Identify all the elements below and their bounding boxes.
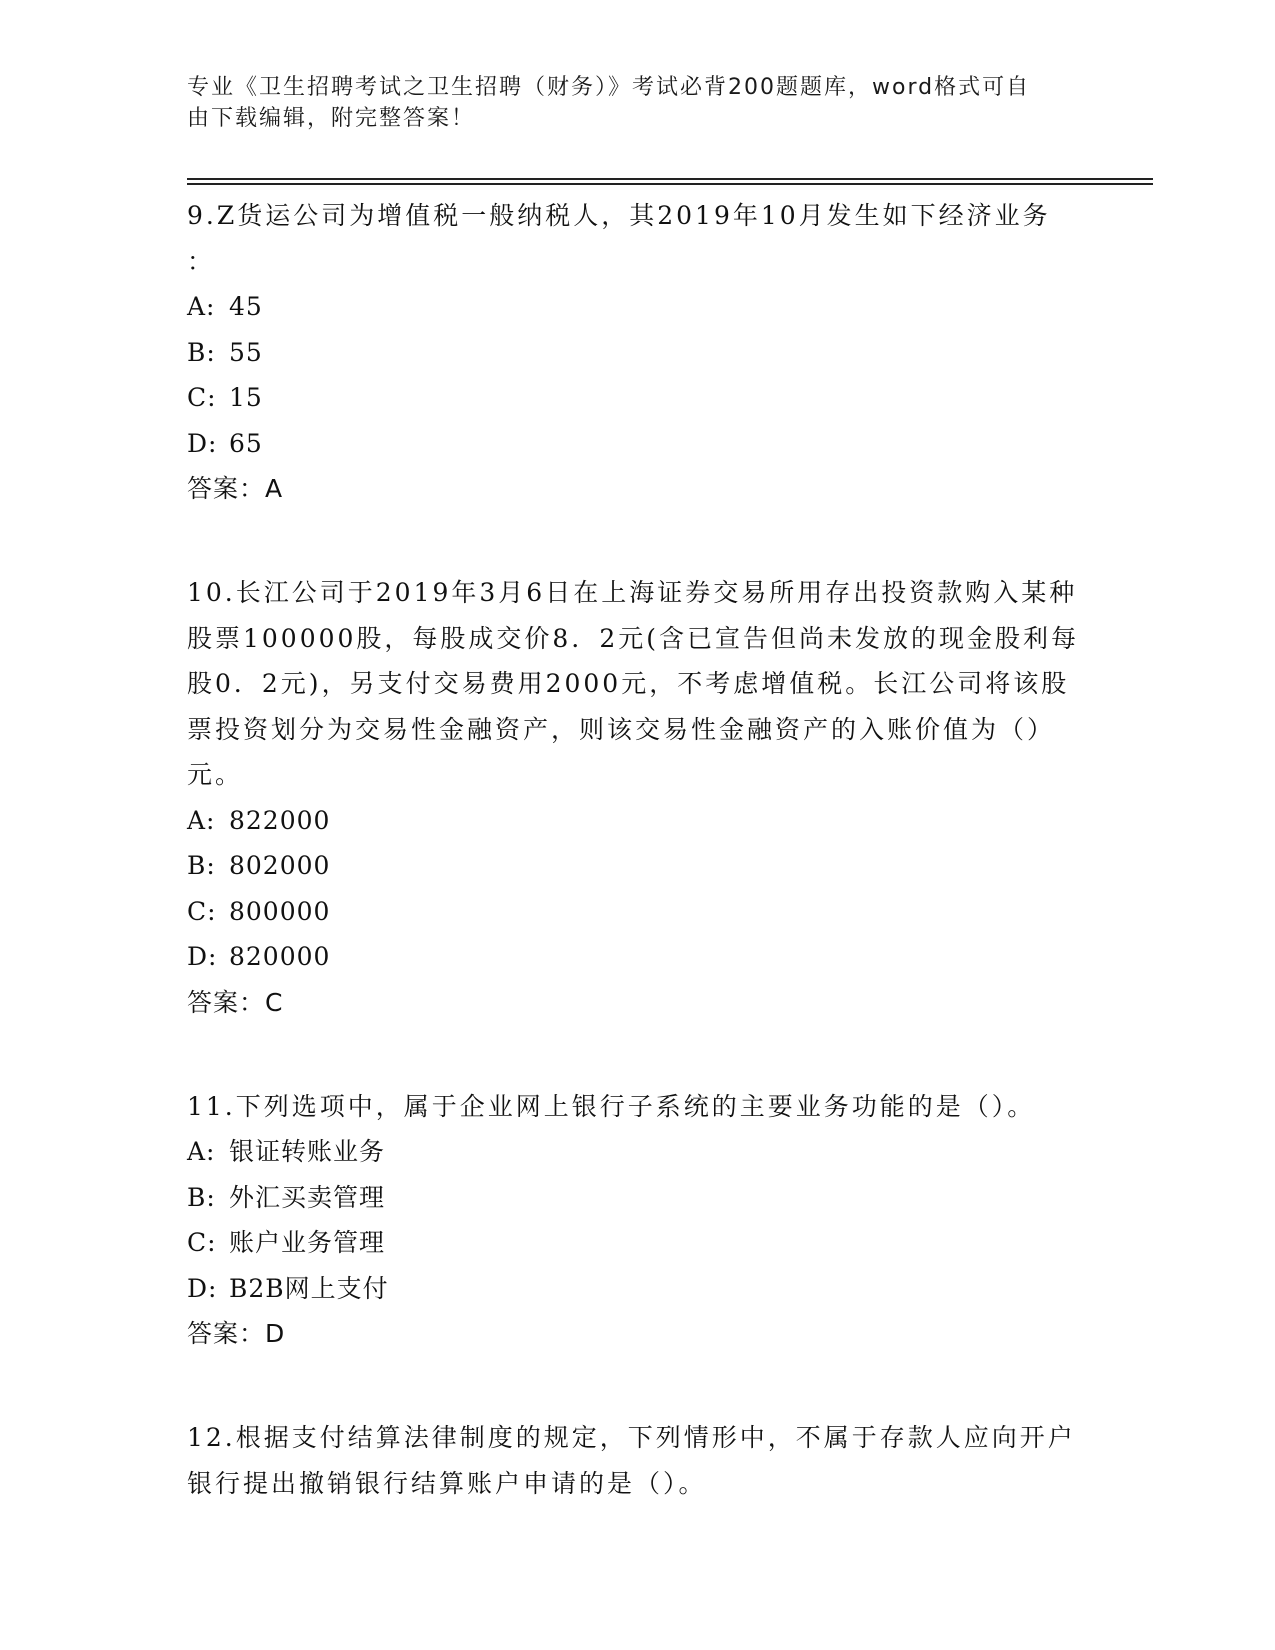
question-stem bbox=[187, 190, 1087, 284]
question-12 bbox=[187, 1412, 1087, 1506]
option-d bbox=[187, 1266, 1087, 1312]
question-10 bbox=[187, 567, 1087, 1025]
option-label: D: bbox=[187, 428, 218, 458]
option-label: A: bbox=[187, 292, 216, 321]
question-stem: 12.根据支付结算法律制度的规定，下列情形中，不属于存款人应向开户银行提出撤销银行结算账户申请的是（）。 bbox=[187, 1423, 1076, 1498]
spacer bbox=[187, 1025, 1087, 1081]
option-c bbox=[187, 889, 1087, 935]
option-text: B2B网上支付 bbox=[229, 1273, 389, 1303]
option-text: 802000 bbox=[229, 851, 331, 880]
option-b bbox=[187, 1175, 1087, 1221]
option-a bbox=[187, 1129, 1087, 1175]
option-label: D: bbox=[187, 1273, 218, 1303]
option-c bbox=[187, 375, 1087, 421]
answer-line: 答案：C bbox=[187, 987, 284, 1017]
option-text: 55 bbox=[229, 337, 263, 367]
option-text: 822000 bbox=[229, 805, 331, 835]
option-d bbox=[187, 934, 1087, 980]
option-text: 820000 bbox=[229, 942, 331, 971]
header-line-1: 专业《卫生招聘考试之卫生招聘（财务）》考试必背200题题库，word格式可自 bbox=[187, 75, 1031, 100]
document-header bbox=[187, 72, 1067, 134]
answer-line: 答案：D bbox=[187, 1319, 286, 1348]
question-stem: 10.长江公司于2019年3月6日在上海证券交易所用存出投资款购入某种股票100000股，每股成交价8．2元(含已宣告但尚未发放的现金股利每股0．2元)，另支付交易费用2000元，不考虑增值税。长江公司将该股票投资划分为交易性金融资产，则该交易性金融资产的入账价值为（）元。 bbox=[187, 578, 1080, 789]
question-11 bbox=[187, 1081, 1087, 1357]
option-d bbox=[187, 421, 1087, 467]
spacer bbox=[187, 511, 1087, 567]
option-b bbox=[187, 330, 1087, 376]
option-text: 65 bbox=[229, 428, 263, 458]
option-text: 45 bbox=[229, 292, 263, 321]
header-rule-bottom bbox=[187, 183, 1153, 185]
answer-line: 答案：A bbox=[187, 474, 284, 503]
option-a bbox=[187, 284, 1087, 330]
option-label: C: bbox=[187, 383, 217, 412]
option-label: A: bbox=[187, 805, 216, 835]
option-c bbox=[187, 1220, 1087, 1266]
option-text: 外汇买卖管理 bbox=[229, 1182, 386, 1212]
option-text: 银证转账业务 bbox=[229, 1137, 386, 1166]
option-label: B: bbox=[187, 851, 216, 880]
option-text: 15 bbox=[229, 383, 263, 412]
question-9 bbox=[187, 190, 1087, 511]
option-a bbox=[187, 798, 1087, 844]
question-stem: 11.下列选项中，属于企业网上银行子系统的主要业务功能的是（）。 bbox=[187, 1091, 1036, 1121]
spacer bbox=[187, 1356, 1087, 1412]
option-label: B: bbox=[187, 1182, 216, 1212]
header-rule-top bbox=[187, 178, 1153, 180]
option-label: C: bbox=[187, 1228, 217, 1257]
option-b bbox=[187, 843, 1087, 889]
option-label: A: bbox=[187, 1137, 216, 1166]
option-text: 账户业务管理 bbox=[229, 1228, 386, 1257]
header-line-2: 由下载编辑，附完整答案！ bbox=[187, 106, 476, 131]
option-label: B: bbox=[187, 337, 216, 367]
option-text: 800000 bbox=[229, 896, 331, 926]
question-list bbox=[187, 190, 1087, 1506]
option-label: D: bbox=[187, 942, 218, 971]
question-stem-text: 9.Z货运公司为增值税一般纳税人，其2019年10月发生如下经济业务 ： bbox=[187, 201, 1051, 276]
option-label: C: bbox=[187, 896, 217, 926]
